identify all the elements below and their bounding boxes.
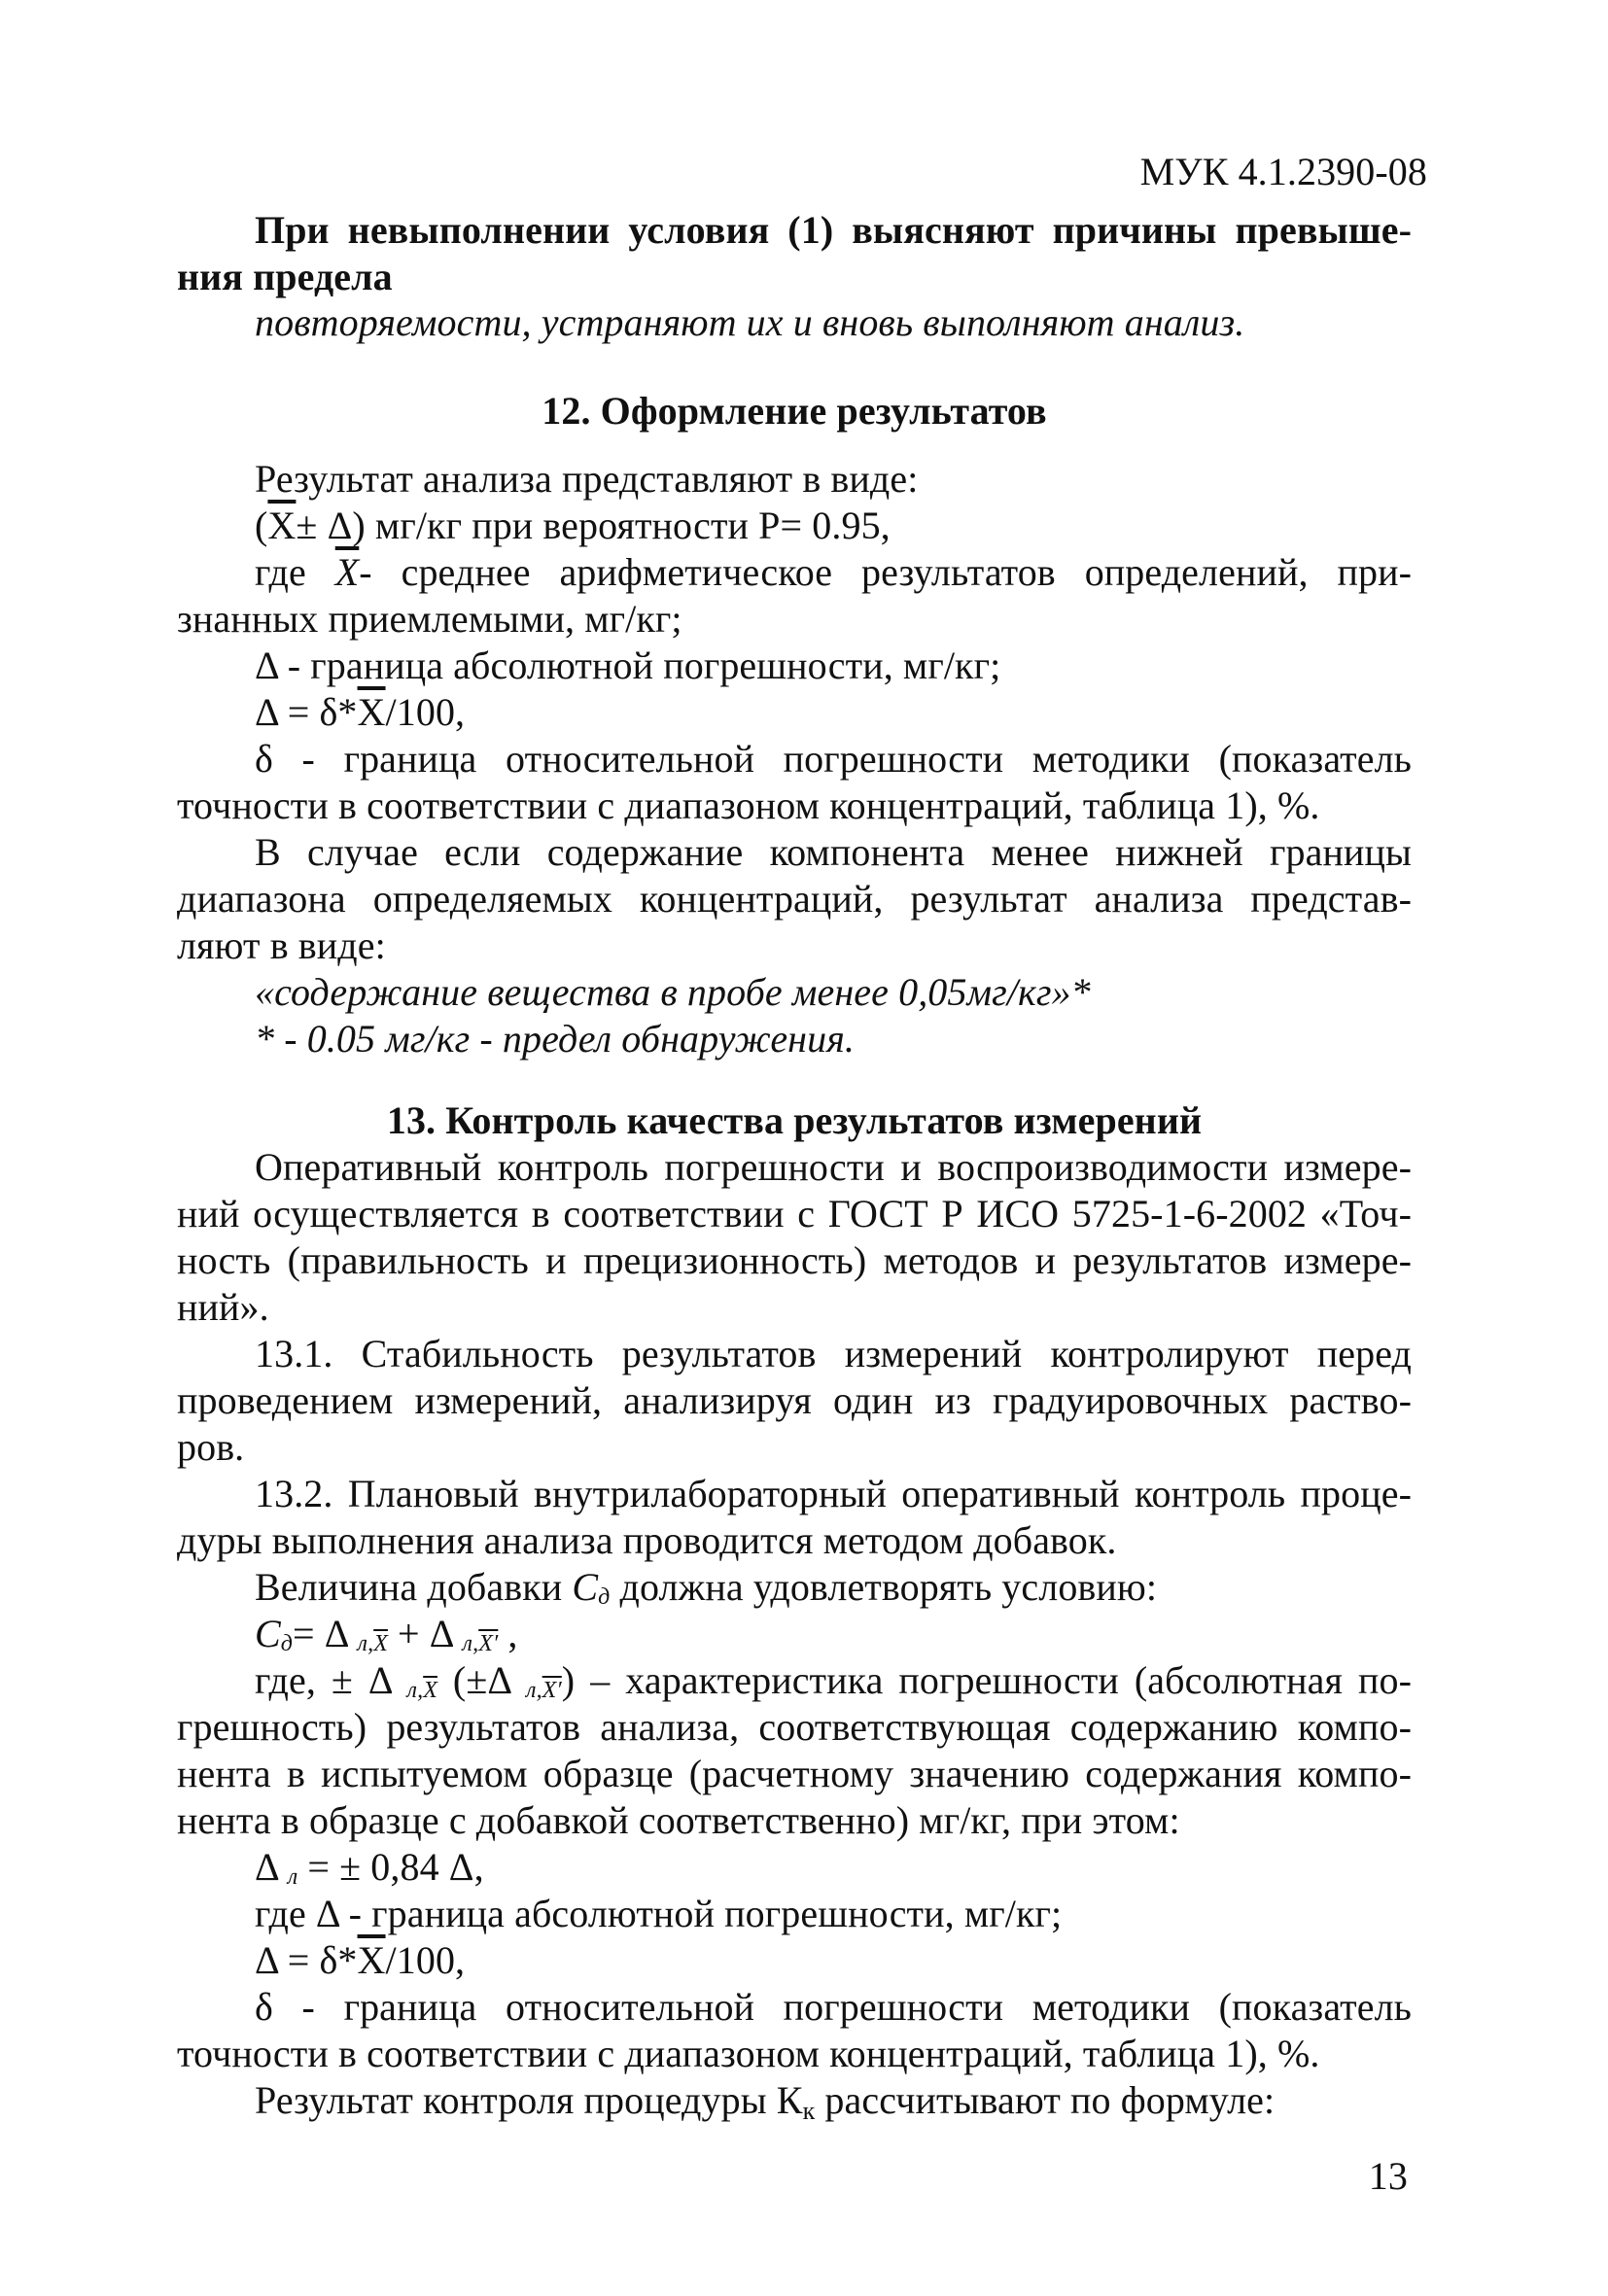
s13-line-1: Оперативный контроль погрешности и воспроизводимости измере- bbox=[255, 1145, 1412, 1189]
x-mean-symbol: $\overline{X}$ bbox=[334, 550, 360, 594]
s13-2-line-1: 13.2. Плановый внутрилабораторный оперативный контроль проце- bbox=[255, 1472, 1412, 1515]
s13-result-line: Результат контроля процедуры Кк рассчитывают по формуле: bbox=[255, 2078, 1276, 2125]
s12-line-8: точности в соответствии с диапазоном концентраций, таблица 1), %. bbox=[177, 783, 1320, 827]
s13-1-line-1: 13.1. Стабильность результатов измерений контролируют перед bbox=[255, 1332, 1412, 1375]
s13-g-line-2: нента в испытуемом образце (расчетному значению содержания компо- bbox=[177, 1752, 1412, 1795]
carry-line-3: повторяемости, устраняют их и вновь выполняют анализ. bbox=[255, 300, 1245, 344]
s13-2-line-2: дуры выполнения анализа проводится методом добавок. bbox=[177, 1518, 1117, 1562]
s13-2-line-3: Величина добавки Сд должна удовлетворять условию: bbox=[255, 1565, 1158, 1610]
s12-line-4: знанных приемлемыми, мг/кг; bbox=[177, 597, 682, 641]
carry-line-1: При невыполнении условия (1) выясняют причины превыше- bbox=[255, 208, 1412, 252]
s13-1-line-3: ров. bbox=[177, 1425, 245, 1469]
s12-line-5: Δ - граница абсолютной погрешности, мг/кг; bbox=[255, 644, 1001, 687]
s13-line-2: ний осуществляется в соответствии с ГОСТ Р ИСО 5725-1-6-2002 «Точ- bbox=[177, 1192, 1412, 1235]
s12-line-1: Результат анализа представляют в виде: bbox=[255, 457, 919, 501]
s13-g-line-3: нента в образце с добавкой соответственно) мг/кг, при этом: bbox=[177, 1798, 1180, 1842]
s13-rel-line-1: δ - граница относительной погрешности методики (показатель bbox=[255, 1985, 1412, 2029]
x-mean-symbol: $\overline{X}$ bbox=[357, 1938, 386, 1982]
s13-line-4: ний». bbox=[177, 1285, 269, 1329]
x-mean-symbol: $\overline{X}$ bbox=[267, 504, 297, 547]
x-mean-symbol: $\overline{X}$ bbox=[357, 690, 386, 734]
formula-delta-l: Δ л = ± 0,84 Δ, bbox=[255, 1845, 484, 1890]
s12-line-11: ляют в виде: bbox=[177, 923, 386, 967]
s13-abs-line: где Δ - граница абсолютной погрешности, мг/кг; bbox=[255, 1892, 1063, 1935]
s12-formula-delta: $\Delta = \delta*\overline{X}/100$, bbox=[255, 690, 466, 734]
s13-1-line-2: проведением измерений, анализируя один из градуировочных раство- bbox=[177, 1378, 1412, 1422]
formula-characteristic-line: где, ± Δ $л,\overline{X}$ (±Δ л,X′) – характеристика погрешности (абсолютная по- bbox=[255, 1658, 1412, 1703]
formula-addition: Сд= Δ $л,\overline{X} + \Delta$ л,X′ , bbox=[255, 1612, 518, 1656]
s12-formula-result: $(\overline{X}\pm \Delta)$ мг/кг при вероятности Р= 0.95, bbox=[255, 504, 891, 547]
s12-line-13: * - 0.05 мг/кг - предел обнаружения. bbox=[255, 1017, 856, 1061]
carry-line-2: ния предела bbox=[177, 255, 393, 298]
s12-line-9: В случае если содержание компонента менее нижней границы bbox=[255, 830, 1412, 874]
s13-line-3: ность (правильность и прецизионность) методов и результатов измере- bbox=[177, 1238, 1412, 1282]
s12-line-7: δ - граница относительной погрешности методики (показатель bbox=[255, 737, 1412, 781]
s13-g-line-1: грешность) результатов анализа, соответствующая содержанию компо- bbox=[177, 1705, 1412, 1749]
s12-line-3: где $\overline{X}-$ среднее арифметическое результатов определений, при- bbox=[255, 550, 1412, 594]
s13-rel-line-2: точности в соответствии с диапазоном концентраций, таблица 1), %. bbox=[177, 2032, 1320, 2075]
document-id: МУК 4.1.2390-08 bbox=[1139, 150, 1427, 193]
section-13-title: 13. Контроль качества результатов измерений bbox=[386, 1098, 1203, 1142]
formula-delta-2: $\Delta = \delta*\overline{X}/100$, bbox=[255, 1938, 466, 1982]
s12-line-10: диапазона определяемых концентраций, результат анализа представ- bbox=[177, 877, 1412, 921]
s12-line-12: «содержание вещества в пробе менее 0,05мг/кг»* bbox=[255, 970, 1091, 1014]
section-12-title: 12. Оформление результатов bbox=[542, 389, 1047, 433]
page-number: 13 bbox=[1368, 2154, 1408, 2198]
